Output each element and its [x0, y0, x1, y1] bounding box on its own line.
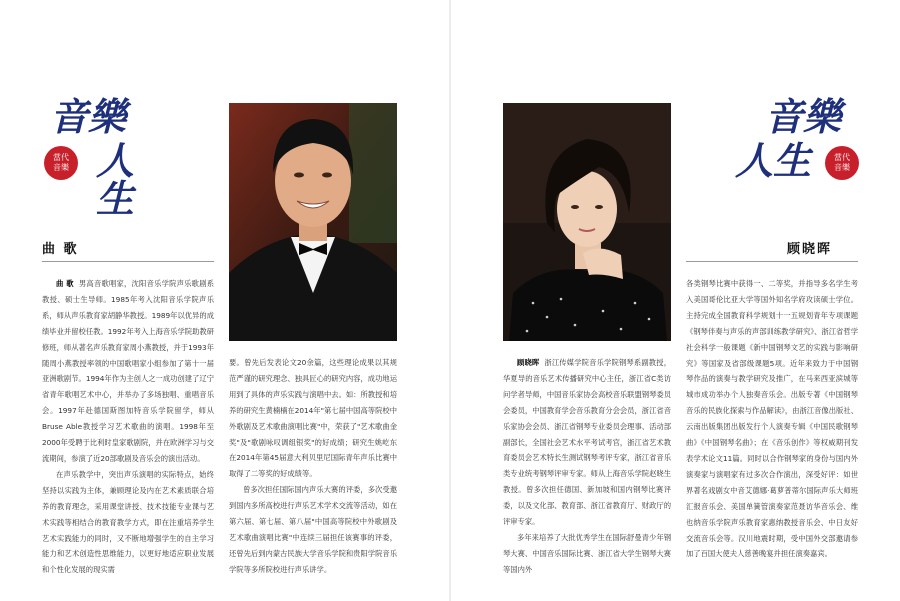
bio-paragraph [686, 276, 858, 562]
artist-name-gu-xiaohui: 顾晓晖 [787, 242, 833, 257]
bio-text: 要。曾先后发表论文20余篇，这些理论成果以其规范严谨的研究理念、独具匠心的研究内容，成功地运用到了具体的声乐实践与演唱中去。如：所教授和培养的研究生黄楠楠在2014年"第七届中国高等院校中外歌剧及艺术歌曲演唱比赛"中，荣获了"艺术歌曲金奖"及"歌剧咏叹调组银奖"的好成绩；研究生姚屹东在2014年第45届意大利贝里尼国际青年声乐比赛中取得了二等奖的好成绩等。 [229, 358, 397, 479]
name-divider [686, 261, 858, 262]
bio-text: 各类钢琴比赛中获得一、二等奖，并指导多名学生考入美国哥伦比亚大学等国外知名学府攻读硕士学位。主持完成全国教育科学规划十一五规划青年专项课题《钢琴伴奏与声乐的声部训练教学研究》、浙江省哲学社会科学一般课题《新中国钢琴文艺的实践与影响研究》等国家及省部级课题5项。近年来致力于中国钢琴作品的演奏与教学研究及推广，在马来西亚滨城等城市成功举办个人独奏音乐会。出版专著《中国钢琴音乐的民族化探索与作品解读》，由浙江音像出版社、云南出版集团出版发行个人演奏专辑《中国民歌钢琴曲》《中国钢琴名曲》；在《音乐创作》等权威期刊发表学术论文11篇。同时以合作钢琴家的身份与国内外演奏家与演唱家有过多次合作演出，深受好评：如世界著名戏剧女中音艾德娜·葛萝普蒂尔国际声乐大师班汇报音乐会、美国单簧管演奏家范聂访华音乐会、维也纳音乐学院声乐教育家惠纳教授音乐会、中日友好交流音乐会等。汉川地震时期，受中国外交部邀请参加了百国大使夫人慈善晚宴并担任演奏嘉宾。 [686, 279, 858, 559]
bio-text: 曾多次担任国际国内声乐大赛的评委，多次受邀到国内多所高校进行声乐艺术学术交流等活动，如在第六届、第七届、第八届"中国高等院校中外歌剧及艺术歌曲演唱比赛"中连续三届担任该赛事的评委，还曾先后到内蒙古民族大学音乐学院和贵阳学院音乐学院等多所院校进行声乐讲学。 [229, 485, 397, 574]
bio-text: 浙江传媒学院音乐学院钢琴系副教授，华夏导的音乐艺术传播研究中心主任，浙江省C类访问学者导师，中国音乐家协会高校音乐联盟钢琴委员会委员，中国教育学会音乐教育分会会员，浙江省音乐家协会会员、浙江省钢琴专业委员会理事、活动部副部长，全国社会艺术水平考试考官，浙江省艺术教育委员会艺术特长生测试钢琴考评专家，浙江省音乐类专业统考钢琴评审专家。师从上海音乐学院赵晓生教授。曾多次担任德国、新加坡和国内钢琴比赛评委，以及文化部、教育部、浙江省教育厅、财政厅的评审专家。 [503, 358, 672, 527]
logo-title-line2: 人生 [96, 138, 135, 221]
logo-title-line2: 人生 [735, 138, 812, 183]
name-divider [42, 261, 214, 262]
right-logo [735, 94, 865, 188]
logo-seal [825, 146, 859, 180]
left-logo [40, 94, 170, 221]
bio-paragraph [503, 530, 671, 578]
seal-text: 當代音樂 [834, 153, 850, 172]
bio-text: 在声乐教学中，突出声乐演唱的实际特点，始终坚持以实践为主体，兼顾理论及内在艺术素质联合培养的教育理念，采用课堂讲授、技术技能专业课与艺术实践等相结合的教育教学方式，即在注重培养学生艺术实践能力的同时，又不断地增强学生的自主学习能力和艺术创造性思维能力，以更好地适应职业发展和个性化发展的现实需 [42, 469, 214, 575]
artist-name-qu-ge: 曲 歌 [42, 242, 79, 257]
right-bio-column-1 [503, 355, 671, 585]
left-bio-column-1 [42, 276, 214, 576]
bio-lead-name: 曲 歌 [56, 279, 74, 288]
bio-paragraph [229, 482, 397, 577]
bio-paragraph [42, 276, 214, 467]
bio-paragraph [42, 467, 214, 578]
logo-title-line1: 音樂 [50, 94, 127, 139]
portrait-gu-xiaohui [503, 103, 671, 341]
bio-lead-name: 顾晓晖 [517, 358, 540, 367]
bio-paragraph [503, 355, 671, 530]
portrait-qu-ge [229, 103, 397, 341]
right-bio-column-2 [686, 276, 858, 576]
bio-text: 多年来培养了大批优秀学生在国际舒曼青少年钢琴大赛、中国音乐国际比赛、浙江省大学生钢琴大赛等国内外 [503, 532, 671, 574]
seal-text: 當代音樂 [53, 153, 69, 172]
bio-text: 男高音歌唱家，沈阳音乐学院声乐歌剧系教授、硕士生导师。1985年考入沈阳音乐学院声乐系，师从声乐教育家胡静华教授。1989年以优异的成绩毕业并留校任教。1992年考入上海音乐学院助教研修班，师从著名声乐教育家周小燕教授，并于1993年随周小燕教授率领的中国歌唱家小组参加了第十一届亚洲歌剧节。1994年作为主创人之一成功创建了辽宁省青年歌唱艺术中心，并举办了多场独唱、重唱音乐会。1997年赴德国斯图加特音乐学院留学，师从Bruse Able教授学习艺术歌曲的演唱。1998年至2000年受聘于比利时皇家歌剧院，并在欧洲学习与交流期间，参演了近20部歌剧及音乐会的演出活动。 [42, 279, 215, 463]
logo-title-line1: 音樂 [765, 94, 842, 139]
page-spine [449, 0, 451, 601]
logo-seal [44, 146, 78, 180]
bio-paragraph [229, 355, 397, 482]
left-bio-column-2 [229, 355, 397, 585]
